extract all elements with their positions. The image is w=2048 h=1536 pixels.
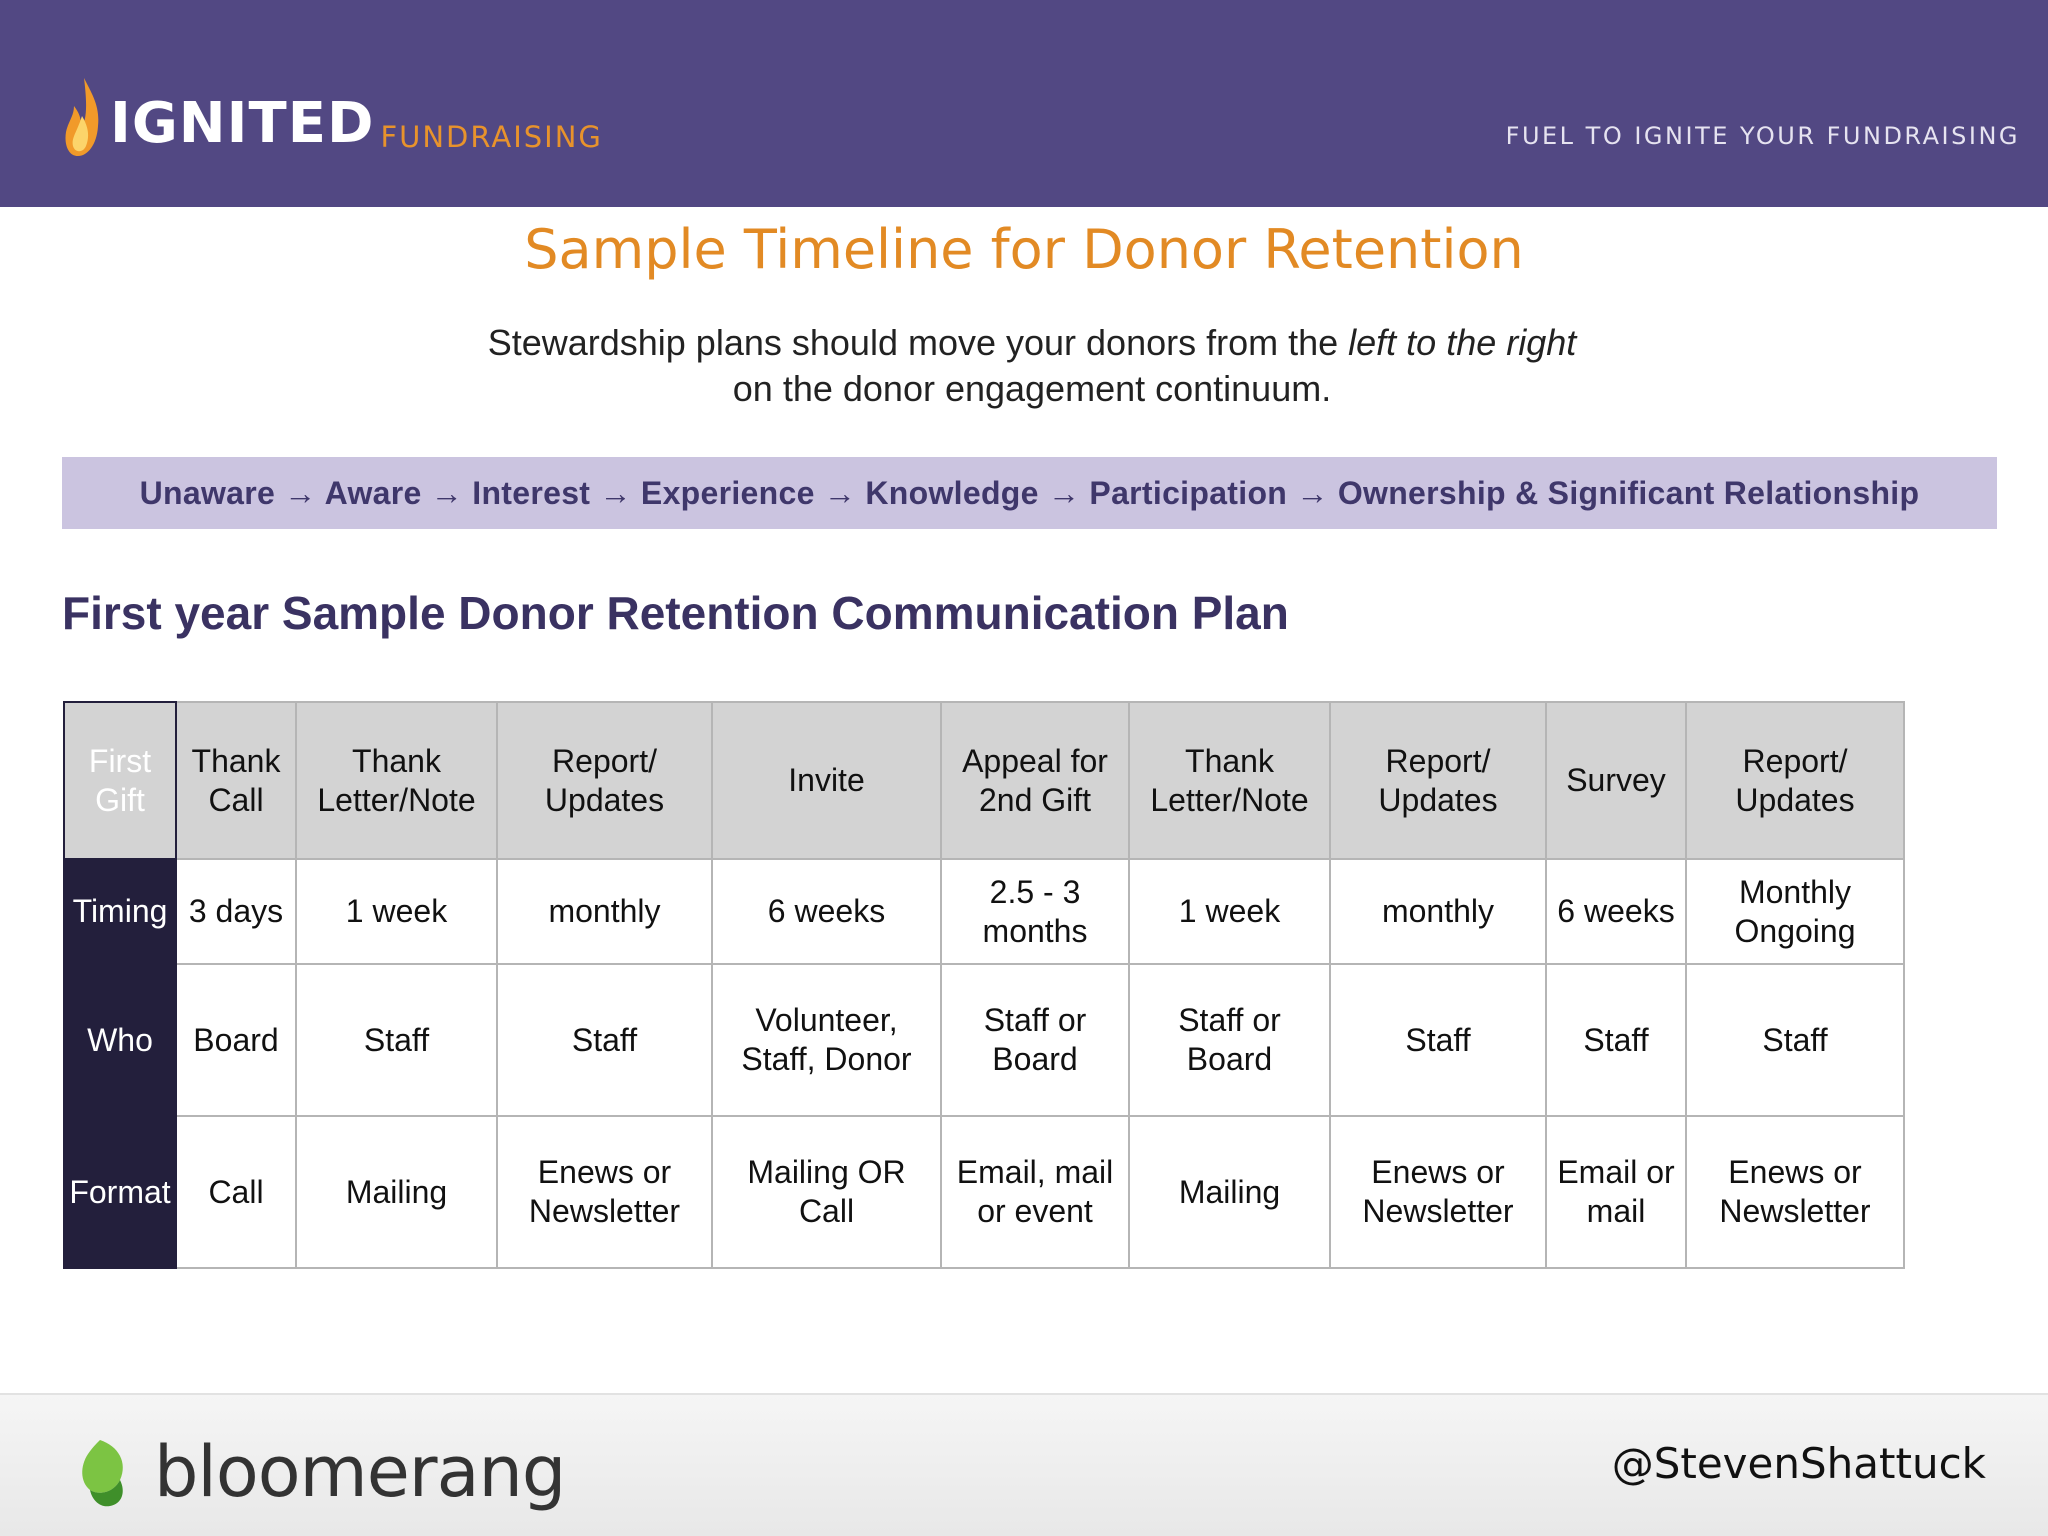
bloomerang-wordmark: bloomerang bbox=[154, 1431, 566, 1513]
table-cell: Call bbox=[176, 1116, 296, 1268]
intro-line-2: on the donor engagement continuum. bbox=[732, 368, 1332, 409]
continuum-text: Unaware → Aware → Interest → Experience → Knowledge → Participation → Ownership & Significant Relationship bbox=[139, 474, 1920, 511]
table-cell: Thank Letter/Note bbox=[1129, 702, 1330, 859]
table-cell: Mailing OR Call bbox=[712, 1116, 941, 1268]
row-label: Timing bbox=[64, 859, 176, 964]
table-cell: Enews or Newsletter bbox=[1686, 1116, 1904, 1268]
table-cell: Staff bbox=[1330, 964, 1546, 1116]
intro-part-1: Stewardship plans should move your donors from the bbox=[487, 322, 1349, 363]
row-label: Who bbox=[64, 964, 176, 1116]
table-cell: Staff bbox=[1686, 964, 1904, 1116]
bloomerang-logo bbox=[70, 1431, 565, 1513]
table-row-timing bbox=[64, 859, 1904, 964]
intro-line-1 bbox=[0, 320, 2048, 366]
slide-title: Sample Timeline for Donor Retention bbox=[524, 218, 1524, 281]
table-cell: Report/ Updates bbox=[1686, 702, 1904, 859]
table-cell: Email, mail or event bbox=[941, 1116, 1129, 1268]
row-label: First Gift bbox=[64, 702, 176, 859]
table-cell: Enews or Newsletter bbox=[1330, 1116, 1546, 1268]
table-body bbox=[64, 702, 1904, 1268]
intro-text bbox=[0, 320, 2048, 412]
table-cell: Report/ Updates bbox=[497, 702, 712, 859]
table-cell: Enews or Newsletter bbox=[497, 1116, 712, 1268]
bloomerang-leaf-icon bbox=[70, 1436, 134, 1508]
table-cell: Thank Letter/Note bbox=[296, 702, 497, 859]
intro-emphasis: left to the right bbox=[1348, 322, 1577, 363]
table-cell: Board bbox=[176, 964, 296, 1116]
engagement-continuum-band bbox=[62, 457, 1997, 529]
table-row-first-gift bbox=[64, 702, 1904, 859]
communication-plan-table bbox=[63, 701, 1905, 1269]
brand-main: IGNITED bbox=[110, 91, 375, 156]
table-cell: Monthly Ongoing bbox=[1686, 859, 1904, 964]
table-cell: Invite bbox=[712, 702, 941, 859]
tagline: FUEL TO IGNITE YOUR FUNDRAISING bbox=[1505, 122, 2020, 150]
table-cell: 1 week bbox=[296, 859, 497, 964]
table-row-who bbox=[64, 964, 1904, 1116]
table-cell: monthly bbox=[1330, 859, 1546, 964]
table-cell: Staff bbox=[497, 964, 712, 1116]
brand-sub: FUNDRAISING bbox=[380, 120, 603, 154]
table-cell: Appeal for 2nd Gift bbox=[941, 702, 1129, 859]
ignited-fundraising-logo bbox=[62, 68, 603, 158]
footer-band bbox=[0, 1393, 2048, 1536]
table-cell: 1 week bbox=[1129, 859, 1330, 964]
table-cell: 2.5 - 3 months bbox=[941, 859, 1129, 964]
table-cell: Staff bbox=[296, 964, 497, 1116]
table-cell: monthly bbox=[497, 859, 712, 964]
table-cell: Mailing bbox=[1129, 1116, 1330, 1268]
table-cell: Survey bbox=[1546, 702, 1686, 859]
table-cell: 6 weeks bbox=[1546, 859, 1686, 964]
flame-icon bbox=[62, 76, 102, 158]
table-cell: Thank Call bbox=[176, 702, 296, 859]
row-label: Format bbox=[64, 1116, 176, 1268]
plan-title: First year Sample Donor Retention Communication Plan bbox=[62, 587, 1289, 639]
table-cell: Volunteer, Staff, Donor bbox=[712, 964, 941, 1116]
table-cell: Staff or Board bbox=[941, 964, 1129, 1116]
table-cell: Mailing bbox=[296, 1116, 497, 1268]
table-cell: Email or mail bbox=[1546, 1116, 1686, 1268]
header-band bbox=[0, 0, 2048, 207]
table-cell: 3 days bbox=[176, 859, 296, 964]
table-cell: Staff or Board bbox=[1129, 964, 1330, 1116]
table-cell: Staff bbox=[1546, 964, 1686, 1116]
table-cell: Report/ Updates bbox=[1330, 702, 1546, 859]
table-cell: 6 weeks bbox=[712, 859, 941, 964]
twitter-handle: @StevenShattuck bbox=[1611, 1439, 1986, 1488]
table-row-format bbox=[64, 1116, 1904, 1268]
